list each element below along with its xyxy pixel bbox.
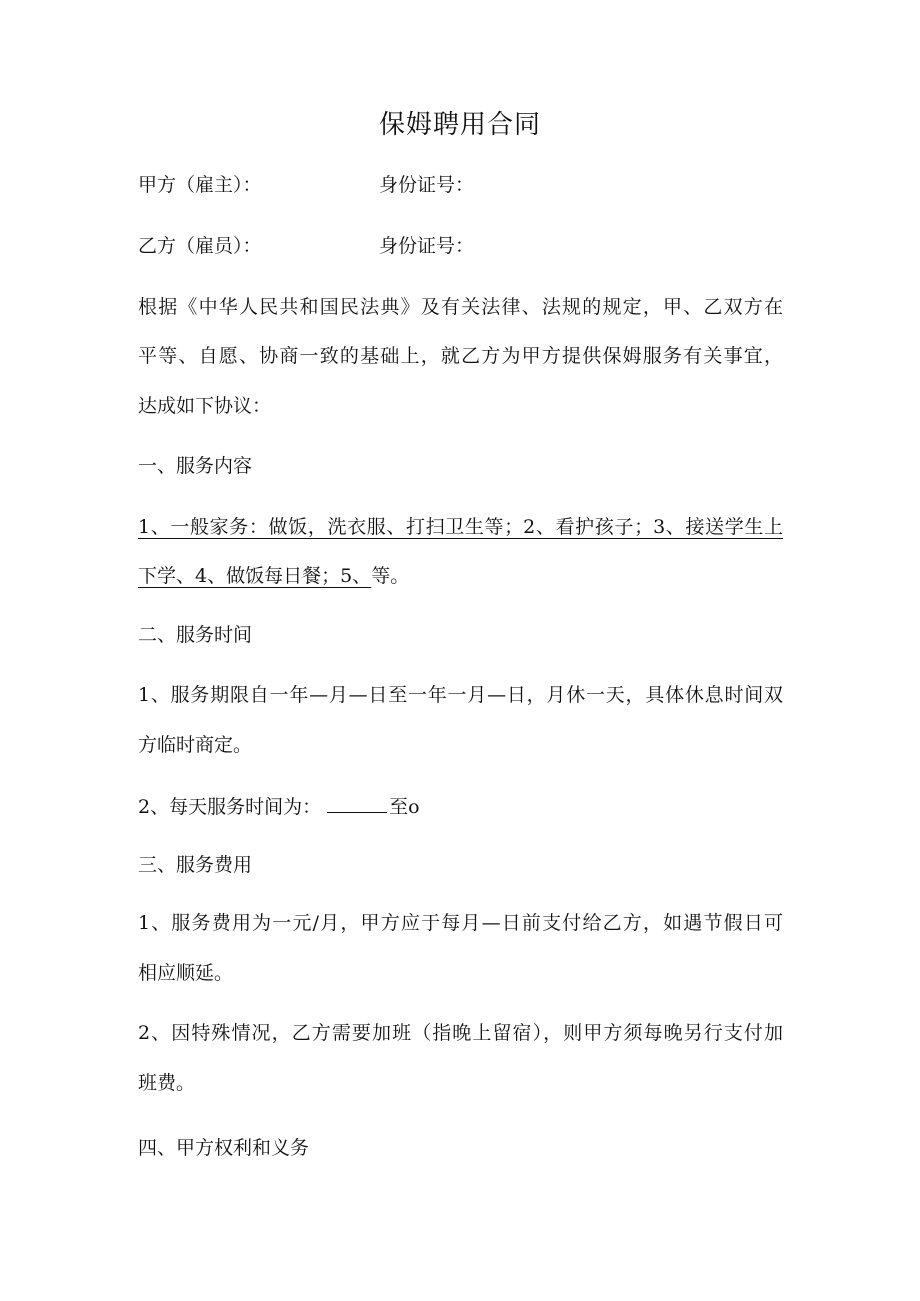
fee-item-1-line-1: 1、服务费用为一元/月，甲方应于每月—日前支付给乙方，如遇节假日可	[138, 912, 783, 934]
service-period-line-2: 方临时商定。	[138, 734, 253, 756]
preamble-line-1: 根据《中华人民共和国民法典》及有关法律、法规的规定，甲、乙双方在	[138, 296, 783, 318]
daily-hours-prefix: 2、每天服务时间为：	[138, 796, 322, 818]
party-a-label: 甲方（雇主）：	[138, 174, 262, 196]
daily-hours-suffix: 至o	[389, 796, 420, 818]
preamble-line-2: 平等、自愿、协商一致的基础上，就乙方为甲方提供保姆服务有关事宜，	[138, 345, 783, 367]
service-content-line-2-tail: 等。	[371, 565, 410, 587]
fee-item-2-line-1: 2、因特殊情况，乙方需要加班（指晚上留宿），则甲方须每晚另行支付加	[138, 1022, 783, 1044]
party-b-id-label: 身份证号：	[379, 235, 475, 257]
service-content-line-2-underlined: 下学、4、做饭每日餐；5、	[138, 565, 372, 587]
fee-item-1-line-2: 相应顺延。	[138, 962, 234, 984]
service-period-line-1: 1、服务期限自一年—月—日至一年一月—日，月休一天，具体休息时间双	[138, 684, 783, 706]
daily-hours-line	[138, 794, 420, 820]
document-title: 保姆聘用合同	[378, 110, 541, 140]
service-content-line-2	[138, 563, 409, 589]
service-content-line-1: 1、一般家务：做饭，洗衣服、打扫卫生等；2、看护孩子；3、接送学生上	[138, 516, 783, 538]
party-b-label: 乙方（雇员）：	[138, 235, 262, 257]
fee-item-2-line-2: 班费。	[138, 1072, 196, 1094]
section-1-heading: 一、服务内容	[138, 455, 253, 477]
section-2-heading: 二、服务时间	[138, 624, 253, 646]
daily-hours-blank	[327, 794, 387, 813]
section-4-heading: 四、甲方权利和义务	[138, 1137, 310, 1159]
section-3-heading: 三、服务费用	[138, 854, 253, 876]
party-a-id-label: 身份证号：	[379, 174, 475, 196]
preamble-line-3: 达成如下协议：	[138, 395, 272, 417]
